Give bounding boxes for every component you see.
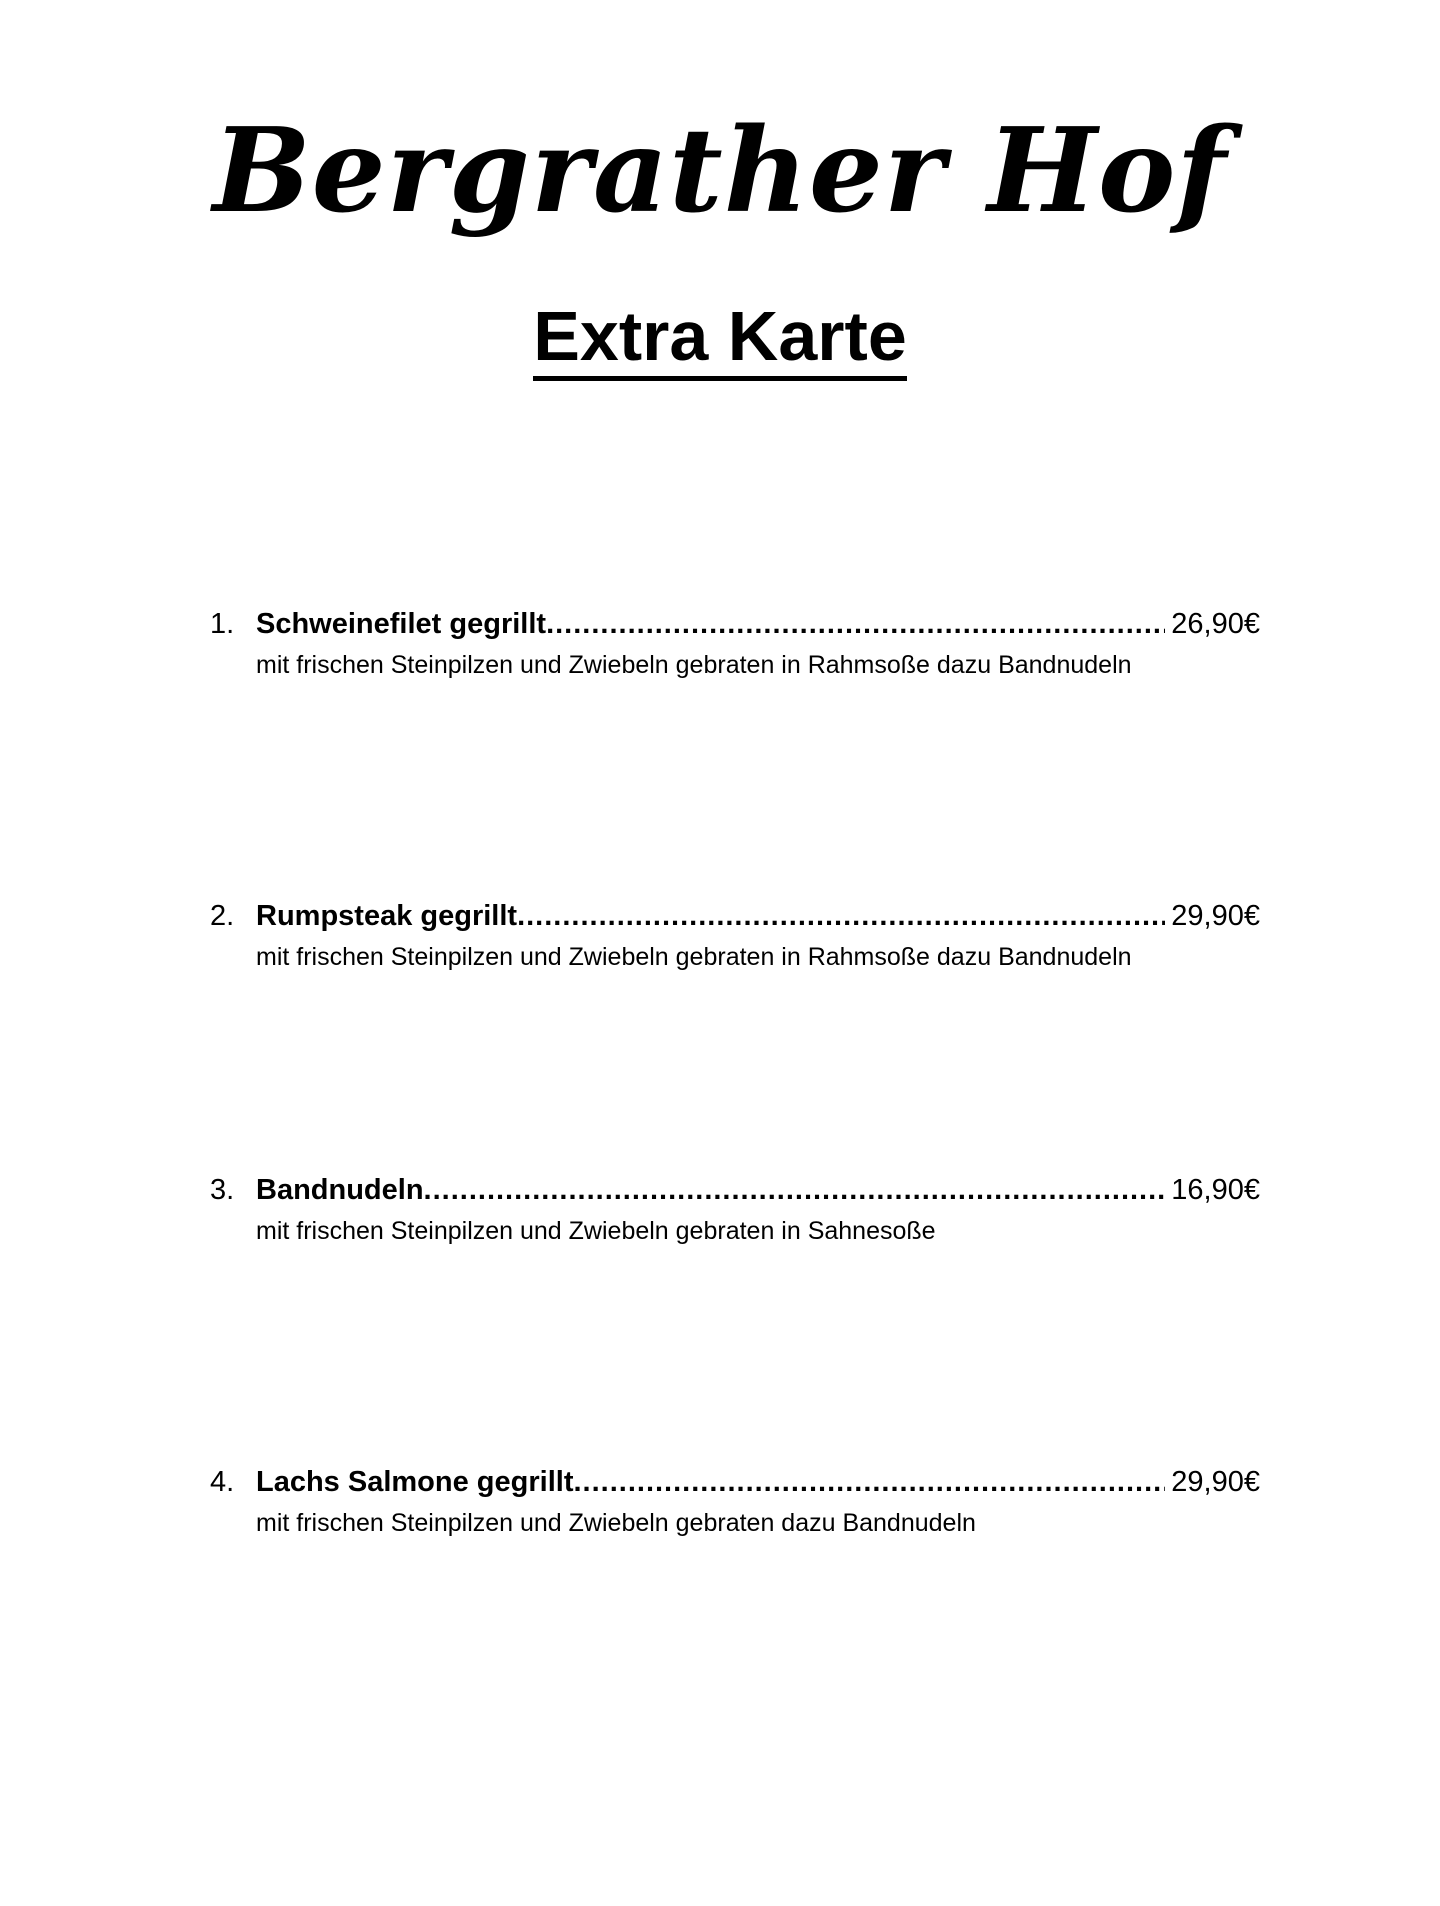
dot-leader — [517, 896, 1165, 936]
menu-item-number: 2. — [210, 900, 235, 932]
menu-title-text: Extra Karte — [533, 300, 907, 381]
menu-item-description: mit frischen Steinpilzen und Zwiebeln gebraten in Rahmsoße dazu Bandnudeln — [256, 943, 1132, 971]
menu-item — [210, 604, 1260, 679]
menu-item-line — [210, 1170, 1260, 1210]
menu-item-name: Bandnudeln — [256, 1174, 424, 1206]
menu-item-name-row — [256, 1462, 1260, 1502]
restaurant-name: Bergrather Hof — [212, 103, 1228, 239]
menu-item-description: mit frischen Steinpilzen und Zwiebeln gebraten in Sahnesoße — [256, 1217, 936, 1245]
dot-leader — [424, 1170, 1166, 1210]
menu-item-line — [210, 604, 1260, 644]
menu-item-number: 3. — [210, 1174, 235, 1206]
menu-item-name-row — [256, 896, 1260, 936]
menu-item-name-row — [256, 1170, 1260, 1210]
menu-item — [210, 1170, 1260, 1245]
menu-item-price: 16,90€ — [1171, 1174, 1260, 1206]
menu-item — [210, 896, 1260, 971]
menu-item-line — [210, 1462, 1260, 1502]
menu-item-price: 29,90€ — [1171, 900, 1260, 932]
menu-item-number: 1. — [210, 608, 235, 640]
dot-leader — [546, 604, 1165, 644]
menu-item-name: Lachs Salmone gegrillt — [256, 1466, 574, 1498]
menu-item-description: mit frischen Steinpilzen und Zwiebeln gebraten dazu Bandnudeln — [256, 1509, 976, 1537]
menu-title — [0, 298, 1440, 381]
menu-item-line — [210, 896, 1260, 936]
menu-item — [210, 1462, 1260, 1537]
dot-leader — [573, 1462, 1165, 1502]
menu-item-name: Rumpsteak gegrillt — [256, 900, 518, 932]
menu-item-name: Schweinefilet gegrillt — [256, 608, 547, 640]
menu-item-price: 29,90€ — [1171, 1466, 1260, 1498]
menu-item-price: 26,90€ — [1171, 608, 1260, 640]
menu-item-number: 4. — [210, 1466, 235, 1498]
menu-item-description: mit frischen Steinpilzen und Zwiebeln gebraten in Rahmsoße dazu Bandnudeln — [256, 651, 1132, 679]
menu-item-name-row — [256, 604, 1260, 644]
